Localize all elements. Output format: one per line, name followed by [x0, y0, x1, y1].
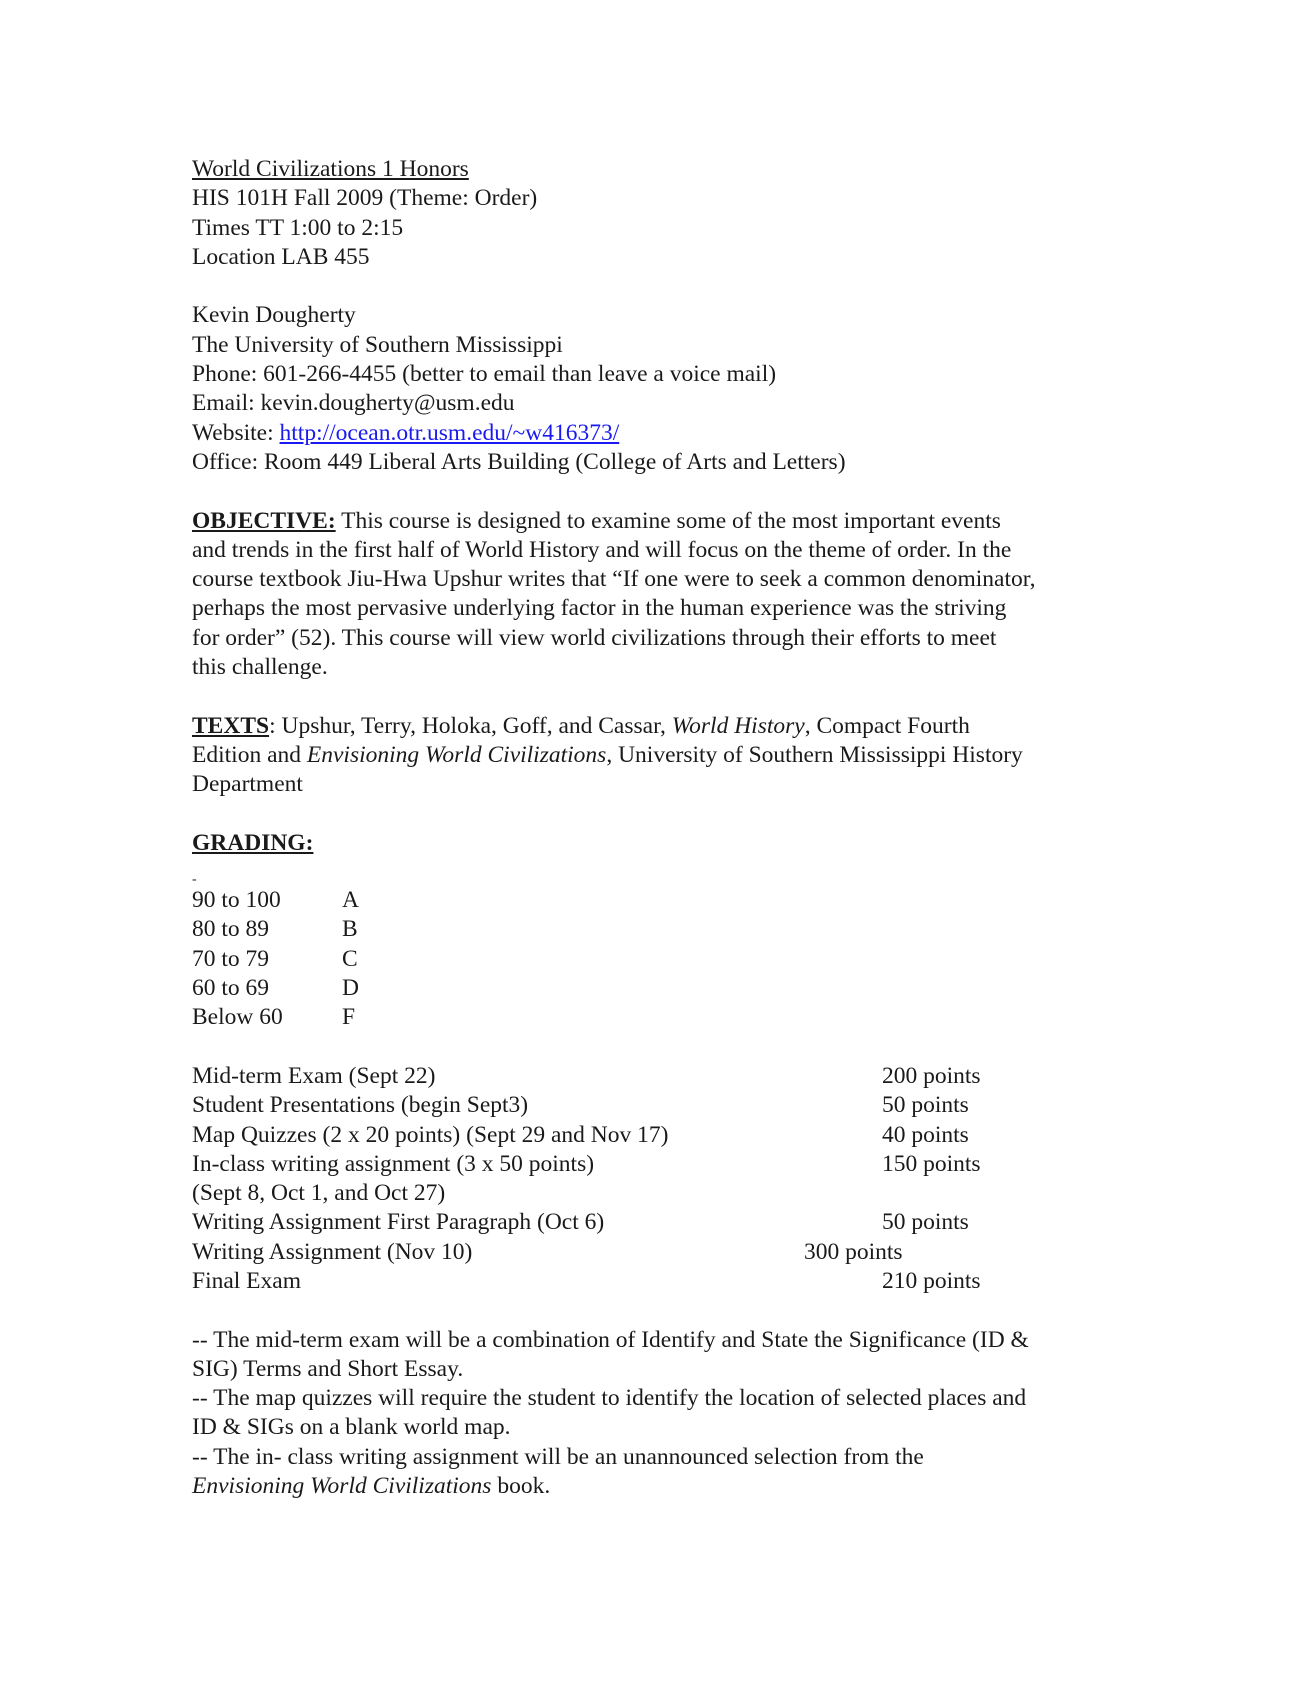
objective-line-2: and trends in the first half of World History and will focus on the theme of order. In the — [192, 536, 1012, 563]
note-midterm-2: SIG) Terms and Short Essay. — [192, 1355, 464, 1382]
points-item-label: Writing Assignment (Nov 10) — [192, 1238, 473, 1265]
course-title: World Civilizations 1 Honors — [192, 156, 469, 182]
grade-scale-row — [192, 886, 1152, 915]
syllabus-page — [192, 155, 1152, 1501]
note-map-2: ID & SIGs on a blank world map. — [192, 1414, 511, 1441]
instructor-phone: Phone: 601-266-4455 (better to email than leave a voice mail) — [192, 361, 777, 388]
instructor-website — [192, 419, 1152, 448]
points-breakdown — [192, 1062, 1152, 1296]
course-code: HIS 101H Fall 2009 (Theme: Order) — [192, 185, 538, 212]
points-row — [192, 1267, 1152, 1296]
objective-heading: OBJECTIVE: — [192, 507, 336, 534]
course-times: Times TT 1:00 to 2:15 — [192, 214, 404, 241]
points-row — [192, 1150, 1152, 1179]
points-item-label: Mid-term Exam (Sept 22) — [192, 1062, 436, 1089]
grade-range: 80 to 89 — [192, 916, 270, 943]
points-item-value: 50 points — [882, 1209, 969, 1236]
points-item-value: 40 points — [882, 1121, 969, 1148]
instructor-name: Kevin Dougherty — [192, 302, 356, 329]
instructor-email: Email: kevin.dougherty@usm.edu — [192, 390, 515, 417]
note-book-suffix: book. — [491, 1473, 551, 1500]
note-midterm-1: -- The mid-term exam will be a combination of Identify and State the Significance (ID & — [192, 1326, 1029, 1353]
texts-book-2: Envisioning World Civilizations — [306, 741, 607, 768]
grading-heading: GRADING: — [192, 829, 314, 856]
grade-range: 90 to 100 — [192, 887, 281, 914]
points-item-label: Student Presentations (begin Sept3) — [192, 1092, 529, 1119]
objective-line-6: this challenge. — [192, 654, 328, 681]
instructor-office: Office: Room 449 Liberal Arts Building (College of Arts and Letters) — [192, 448, 846, 475]
grade-letter: C — [342, 945, 358, 972]
texts-authors: : Upshur, Terry, Holoka, Goff, and Cassar, — [269, 712, 672, 739]
note-map-1: -- The map quizzes will require the student to identify the location of selected places and — [192, 1385, 1027, 1412]
points-item-value: 150 points — [882, 1150, 981, 1177]
grade-scale-row — [192, 915, 1152, 944]
texts-publisher: , University of Southern Mississippi History — [606, 741, 1023, 768]
points-item-label: (Sept 8, Oct 1, and Oct 27) — [192, 1180, 446, 1207]
note-book-title: Envisioning World Civilizations — [192, 1473, 492, 1500]
points-row — [192, 1091, 1152, 1120]
texts-line-1 — [192, 712, 1152, 741]
texts-edition: , Compact Fourth — [804, 712, 970, 739]
website-link[interactable]: http://ocean.otr.usm.edu/~w416373/ — [279, 419, 620, 446]
grade-letter: A — [342, 887, 359, 914]
grade-range: 70 to 79 — [192, 945, 270, 972]
grade-scale-row — [192, 945, 1152, 974]
grading-dash: - — [192, 872, 197, 888]
points-item-value: 200 points — [882, 1062, 981, 1089]
grade-range: 60 to 69 — [192, 975, 270, 1002]
texts-line-3: Department — [192, 771, 303, 798]
grade-range: Below 60 — [192, 1004, 283, 1031]
grade-letter: F — [342, 1004, 356, 1031]
points-item-label: In-class writing assignment (3 x 50 points) — [192, 1150, 595, 1177]
points-row — [192, 1208, 1152, 1237]
points-row — [192, 1179, 1152, 1208]
grade-scale-row — [192, 974, 1152, 1003]
objective-line-4: perhaps the most pervasive underlying factor in the human experience was the striving — [192, 595, 1007, 622]
texts-book-1: World History — [671, 712, 805, 739]
grade-letter: B — [342, 916, 358, 943]
points-row — [192, 1121, 1152, 1150]
objective-line-3: course textbook Jiu-Hwa Upshur writes that “If one were to seek a common denominator, — [192, 566, 1036, 593]
course-location: Location LAB 455 — [192, 243, 370, 270]
points-row — [192, 1062, 1152, 1091]
objective-line-5: for order” (52). This course will view world civilizations through their efforts to meet — [192, 624, 997, 651]
objective-line-1 — [192, 507, 1152, 536]
points-item-label: Final Exam — [192, 1267, 301, 1294]
website-label: Website: — [192, 419, 280, 446]
grade-scale-row — [192, 1003, 1152, 1032]
points-row — [192, 1238, 1152, 1267]
grade-letter: D — [342, 975, 359, 1002]
points-item-value: 300 points — [804, 1238, 903, 1265]
points-item-label: Writing Assignment First Paragraph (Oct 6) — [192, 1209, 605, 1236]
points-item-value: 210 points — [882, 1267, 981, 1294]
objective-text-1: This course is designed to examine some of the most important events — [335, 507, 1001, 534]
texts-edition-and: Edition and — [192, 741, 307, 768]
points-item-label: Map Quizzes (2 x 20 points) (Sept 29 and Nov 17) — [192, 1121, 669, 1148]
points-item-value: 50 points — [882, 1092, 969, 1119]
note-inclass-2 — [192, 1472, 1152, 1501]
grade-scale — [192, 886, 1152, 1032]
texts-line-2 — [192, 741, 1152, 770]
note-inclass-1: -- The in- class writing assignment will be an unannounced selection from the — [192, 1443, 924, 1470]
texts-heading: TEXTS — [192, 712, 270, 739]
instructor-university: The University of Southern Mississippi — [192, 331, 563, 358]
